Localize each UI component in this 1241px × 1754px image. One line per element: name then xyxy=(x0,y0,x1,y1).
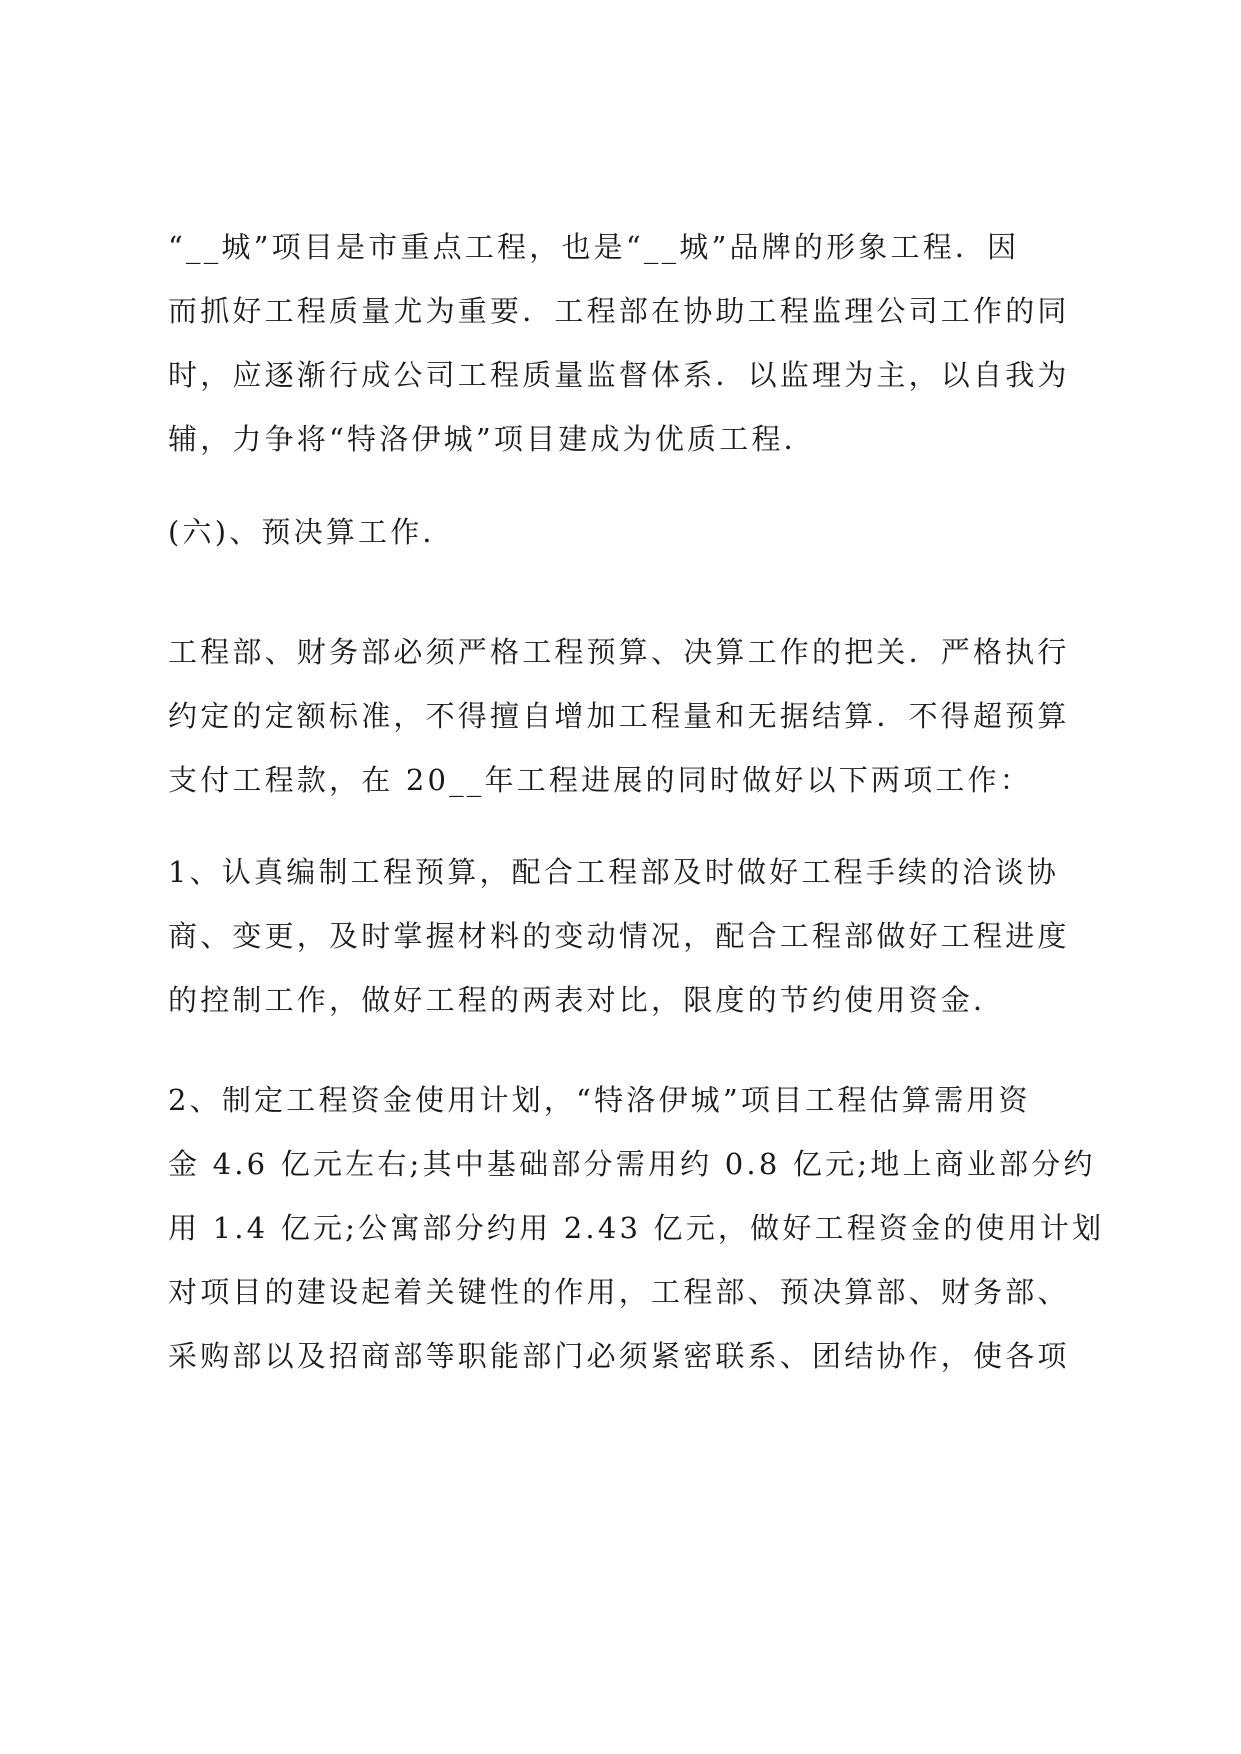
text-line: 约定的定额标准，不得擅自增加工程量和无据结算．不得超预算 xyxy=(168,699,1070,733)
paragraph-budget-control xyxy=(168,620,1088,812)
paragraph-project-quality xyxy=(168,215,1088,471)
list-item-1 xyxy=(168,840,1088,1032)
text-line: “__城”项目是市重点工程，也是“__城”品牌的形象工程．因 xyxy=(168,230,1020,264)
text-line: 的控制工作，做好工程的两表对比，限度的节约使用资金． xyxy=(168,983,1006,1017)
text-line: 采购部以及招商部等职能部门必须紧密联系、团结协作，使各项 xyxy=(168,1339,1070,1373)
text-line: 支付工程款，在 20__年工程进展的同时做好以下两项工作： xyxy=(168,763,1032,797)
text-line: 1、认真编制工程预算，配合工程部及时做好工程手续的洽谈协 xyxy=(168,855,1060,889)
text-line: 商、变更，及时掌握材料的变动情况，配合工程部做好工程进度 xyxy=(168,919,1070,953)
list-item-2 xyxy=(168,1068,1105,1388)
text-line: 工程部、财务部必须严格工程预算、决算工作的把关．严格执行 xyxy=(168,635,1070,669)
text-line: 而抓好工程质量尤为重要．工程部在协助工程监理公司工作的同 xyxy=(168,294,1070,328)
text-line: 金 4.6 亿元左右;其中基础部分需用约 0.8 亿元;地上商业部分约 xyxy=(168,1147,1096,1181)
section-heading-budget xyxy=(168,500,1088,564)
text-line: 2、制定工程资金使用计划，“特洛伊城”项目工程估算需用资 xyxy=(168,1083,1031,1117)
text-line: 辅，力争将“特洛伊城”项目建成为优质工程． xyxy=(168,422,816,456)
text-line: 用 1.4 亿元;公寓部分约用 2.43 亿元，做好工程资金的使用计划 xyxy=(168,1211,1105,1245)
text-line: 对项目的建设起着关键性的作用，工程部、预决算部、财务部、 xyxy=(168,1275,1070,1309)
text-line: 时，应逐渐行成公司工程质量监督体系．以监理为主，以自我为 xyxy=(168,358,1070,392)
section-heading: (六)、预决算工作． xyxy=(168,515,455,549)
